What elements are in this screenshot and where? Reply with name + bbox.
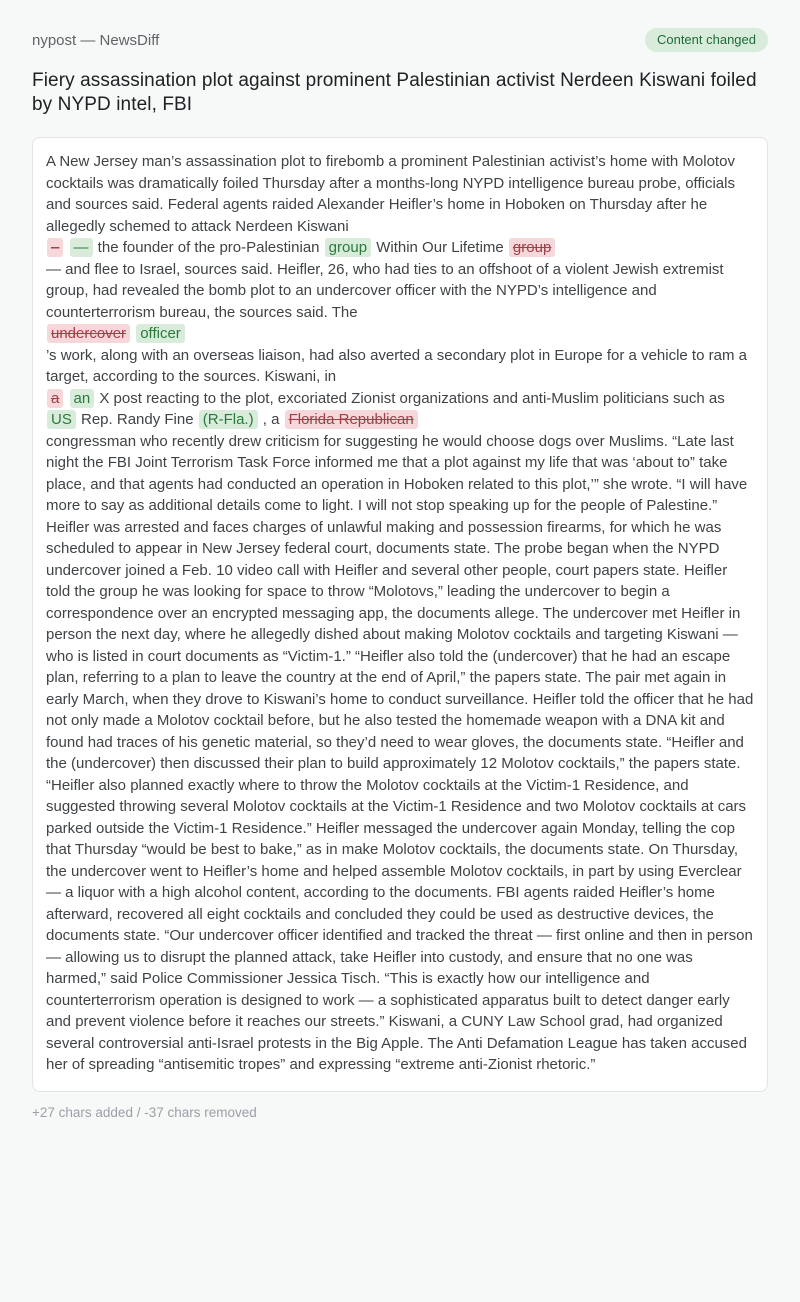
source-label: nypost — NewsDiff: [32, 31, 160, 49]
diff-removed: undercover: [47, 324, 130, 343]
diff-added: (R-Fla.): [199, 410, 258, 429]
diff-text: — and flee to Israel, sources said. Heifler, 26, who had ties to an offshoot of a violent Jewish extremist group, had revealed the bomb plot to an undercover officer with the NYPD’s intelligence and counterterrorism bureau, the sources said. The: [46, 260, 724, 321]
diff-added: US: [47, 410, 76, 429]
diff-text: [64, 239, 68, 256]
diff-removed: a: [47, 389, 63, 408]
diff-added: —: [70, 238, 93, 257]
diff-removed: –: [47, 238, 63, 257]
diff-text: [131, 325, 135, 342]
page-title: Fiery assassination plot against prominent Palestinian activist Nerdeen Kiswani foiled by NYPD intel, FBI: [32, 70, 757, 115]
header: [32, 28, 768, 52]
change-summary: +27 chars added / -37 chars removed: [32, 1104, 257, 1120]
status-badge: Content changed: [645, 28, 768, 52]
diff-card: [32, 137, 768, 1092]
diff-text: Rep. Randy Fine: [76, 411, 198, 428]
diff-removed: group: [509, 238, 555, 257]
diff-text: X post reacting to the plot, excoriated Zionist organizations and anti-Muslim politicians such as: [95, 389, 725, 407]
diff-text: ’s work, along with an overseas liaison, had also averted a secondary plot in Europe for a vehicle to ram a target, according to the sources. Kiswani, in: [46, 346, 747, 385]
diff-text: Within Our Lifetime: [372, 239, 508, 256]
diff-text: congressman who recently drew criticism for suggesting he would choose dogs over Muslims. “Late last night the FBI Joint Terrorism Task Force informed me that a plot against my life that was ‘about to” take place, and that agents had conducted an operation in Hoboken related to this plot,’” she wrote. “I will have more to say as additional details come to light. I will not stop speaking up for the people of Palestine.” Heifler was arrested and faces charges of unlawful making and possession firearms, for which he was scheduled to appear in New Jersey federal court, documents state. The probe began when the NYPD undercover joined a Feb. 10 video call with Heifler and several other people, court papers state. Heifler told the group he was looking for space to throw “Molotovs,” leading the undercover to begin a correspondence over an encrypted messaging app, the documents allege. The undercover met Heifler in person the next day, where he allegedly dished about making Molotov cocktails and targeting Kiswani — who is listed in court documents as “Victim-1.” “Heifler also told the (undercover) that he had an escape plan, referring to a plan to leave the country at the end of April,” the papers state. The pair met again in early March, when they drove to Kiswani’s home to conduct surveillance. Heifler told the officer that he had not only made a Molotov cocktail before, but he also tested the homemade weapon with a DNA kit and found had traces of his genetic material, so they’d need to wear gloves, the documents state. “Heifler and the (undercover) then discussed their plan to build approximately 12 Molotov cocktails,” the papers state. “Heifler also planned exactly where to throw the Molotov cocktails at the Victim-1 Residence, and suggested throwing several Molotov cocktails at the Victim-1 Residence and two Molotov cocktails at cars parked outside the Victim-1 Residence.” Heifler messaged the undercover again Monday, telling the cop that Thursday “would be best to bake,” as in make Molotov cocktails, the documents state. On Thursday, the undercover went to Heifler’s home and helped assemble Molotov cocktails, in part by using Everclear — a liquor with a high alcohol content, according to the documents. FBI agents raided Heifler’s home afterward, recovered all eight cocktails and concluded they could be used as destructive devices, the documents state. “Our undercover officer identified and tracked the threat — first online and then in person — allowing us to disrupt the planned attack, take Heifler into custody, and ensure that no one was harmed,” said Police Commissioner Jessica Tisch. “This is exactly how our intelligence and counterterrorism operation is designed to work — a sophisticated apparatus built to detect danger early and prevent violence before it reaches our streets.” Kiswani, a CUNY Law School grad, had organized several controversial anti-Israel protests in the Big Apple. The Anti Defamation League has taken accused her of spreading “antisemitic tropes” and expressing “extreme anti-Zionist rhetoric.”: [46, 432, 754, 1073]
diff-text: the founder of the pro-Palestinian: [93, 239, 324, 256]
diff-text: [64, 390, 68, 407]
diff-added: group: [325, 238, 371, 257]
diff-content: [46, 151, 754, 1076]
diff-text: , a: [258, 411, 284, 428]
diff-removed: Florida Republican: [285, 410, 418, 429]
diff-added: officer: [136, 324, 185, 343]
diff-text: A New Jersey man’s assassination plot to firebomb a prominent Palestinian activist’s home with Molotov cocktails was dramatically foiled Thursday after a months-long NYPD intelligence bureau probe, officials and sources said. Federal agents raided Alexander Heifler’s home in Hoboken on Thursday after he allegedly schemed to attack Nerdeen Kiswani: [46, 153, 735, 235]
diff-added: an: [70, 389, 95, 408]
